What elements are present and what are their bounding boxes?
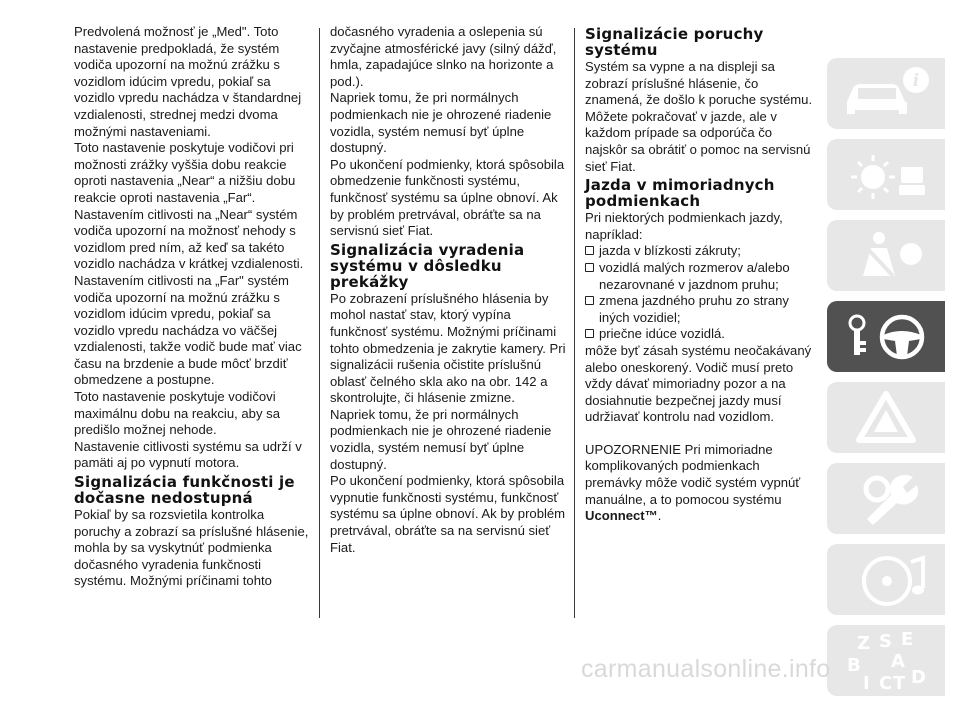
text-column-3 (585, 24, 817, 525)
svg-text:Z: Z (857, 633, 871, 654)
section-heading: Signalizácia vyradenia systému v dôsledku prekážky (330, 240, 525, 291)
tab-starting-driving[interactable] (827, 301, 945, 372)
paragraph: Nastavením citlivosti na „Near“ systém vodiča upozorní na možnosť nehody s vozidlom pred ním, až keď sa takéto vozidlo nachádza v krátkej vzdialenosti. (74, 206, 304, 272)
tab-safety[interactable] (827, 220, 945, 291)
bullet-item: zmena jazdného pruhu zo strany iných vozidiel; (585, 293, 817, 326)
text-column-1 (74, 24, 310, 590)
paragraph: Po zobrazení príslušného hlásenia by mohol nastať stav, ktorý vypína funkčnosť systému. Možnými príčinami tohto obmedzenia je zakrytie kamery. Pri signalizácii rušenia očistite príslušnú oblasť čelného skla ako na obr. 142 a skontrolujte, či hlásenie zmizne. (330, 290, 566, 406)
spacer (585, 426, 817, 442)
chapter-tabs (827, 58, 945, 706)
svg-text:S: S (879, 631, 892, 652)
paragraph: Predvolená možnosť je „Med". Toto nastavenie predpokladá, že systém vodiča upozorní na možnú zrážku s vozidlom idúcim vpredu, pokiaľ sa vozidlo vpredu nachádza v štandardnej vzdialenosti, strednej medzi dvoma možnými nastaveniami. (74, 24, 302, 139)
tab-multimedia[interactable] (827, 544, 945, 615)
svg-text:E: E (901, 629, 914, 650)
uconnect-brand: Uconnect™ (585, 508, 658, 524)
paragraph: Napriek tomu, že pri normálnych podmienkach nie je ohrozené riadenie vozidla, systém nemusí byť úplne dostupný. (330, 406, 552, 472)
paragraph: môže byť zásah systému neočakávaný alebo oneskorený. Vodič musí preto vždy dávať mimoriadny pozor a na dosiahnutie bezpečnej jazdy musí udržiavať kontrolu nad vozidlom. (585, 342, 812, 425)
svg-text:D: D (911, 667, 926, 688)
tab-car-info[interactable] (827, 58, 945, 129)
bullet-item: jazda v blízkosti zákruty; (585, 243, 817, 260)
period: . (657, 508, 662, 524)
dashboard-warning-lights-icon (827, 139, 945, 210)
column-divider (319, 28, 320, 618)
alphabetical-index-icon (827, 625, 945, 696)
section-heading: Signalizácia funkčnosti je dočasne nedostupná (74, 473, 295, 508)
svg-text:B: B (847, 655, 861, 676)
bullet-item: priečne idúce vozidlá. (585, 326, 817, 343)
svg-text:A: A (891, 651, 905, 672)
paragraph: Napriek tomu, že pri normálnych podmienkach nie je ohrozené riadenie vozidla, systém nemusí byť úplne dostupný. (330, 90, 552, 156)
watermark: carmanualsonline.info (581, 655, 831, 683)
paragraph: Po ukončení podmienky, ktorá spôsobila vypnutie funkčnosti systému, funkčnosť systému sa úplne obnoví. Ak by problém pretrvával, obráťte sa na servisnú sieť Fiat. (330, 473, 566, 555)
paragraph: Nastavením citlivosti na „Far" systém vodiča upozorní na možnú zrážku s vozidlom idúcim vpredu, pokiaľ sa vozidlo vpredu nachádza vo väčšej vzdialenosti, takže vodič bude mať viac času na brzdenie a bude môcť brzdiť obmedzene a postupne. (74, 272, 302, 388)
column-divider (574, 28, 575, 618)
tab-dashboard-lights[interactable] (827, 139, 945, 210)
car-info-icon (827, 58, 945, 129)
tab-emergency[interactable] (827, 382, 945, 453)
warning-paragraph (585, 442, 817, 525)
tab-maintenance[interactable] (827, 463, 945, 534)
section-heading: Signalizácie poruchy systému (585, 25, 764, 59)
seatbelt-airbag-icon (827, 220, 945, 291)
emergency-warning-icon (827, 382, 945, 453)
svg-text:C: C (879, 673, 893, 694)
multimedia-music-icon (827, 544, 945, 615)
paragraph: Pokiaľ by sa rozsvietila kontrolka poruchy a zobrazí sa príslušné hlásenie, mohla by sa vyskytnúť podmienka dočasného vyradenia funkčnosti systému. Možnými príčinami tohto (74, 507, 309, 589)
paragraph: Môžete pokračovať v jazde, ale v každom prípade sa odporúča čo najskôr sa obrátiť o pomoc na servisnú sieť Fiat. (585, 108, 811, 174)
svg-text:T: T (893, 673, 906, 694)
warning-text: UPOZORNENIE Pri mimoriadne komplikovaných podmienkach premávky môže vodič systém vypnúť manuálne, a to pomocou systému (585, 441, 801, 507)
paragraph: dočasného vyradenia a oslepenia sú zvyčajne atmosférické javy (silný dážď, hmla, zapadajúce slnko na horizonte a pod.). (330, 24, 557, 89)
section-heading: Jazda v mimoriadnych podmienkach (585, 176, 775, 211)
paragraph: Toto nastavenie poskytuje vodičovi pri možnosti zrážky vyššia dobu reakcie oproti nastavenia „Near“ a nižšiu dobu reakcie oproti nastavenia „Far“. (74, 140, 296, 205)
svg-text:I: I (863, 673, 870, 694)
maintenance-wrench-icon (827, 463, 945, 534)
text-column-2 (330, 24, 566, 556)
tab-index[interactable] (827, 625, 945, 696)
paragraph: Nastavenie citlivosti systému sa udrží v pamäti aj po vypnutí motora. (74, 438, 302, 471)
paragraph: Toto nastavenie poskytuje vodičovi maximálnu dobu na reakciu, aby sa predišlo možnej nehode. (74, 389, 280, 438)
paragraph: Po ukončení podmienky, ktorá spôsobila obmedzenie funkčnosti systému, funkčnosť systému sa úplne obnoví. Ak by problém pretrvával, obráťte sa na servisnú sieť Fiat. (330, 156, 565, 239)
bullet-item: vozidlá malých rozmerov a/alebo nezarovnané v jazdnom pruhu; (585, 260, 817, 293)
svg-text:i: i (912, 71, 920, 91)
paragraph: Pri niektorých podmienkach jazdy, napríklad: (585, 210, 783, 242)
steering-wheel-key-icon (827, 301, 945, 372)
paragraph: Systém sa vypne a na displeji sa zobrazí príslušné hlásenie, čo znamená, že došlo k poruche systému. (585, 59, 813, 108)
